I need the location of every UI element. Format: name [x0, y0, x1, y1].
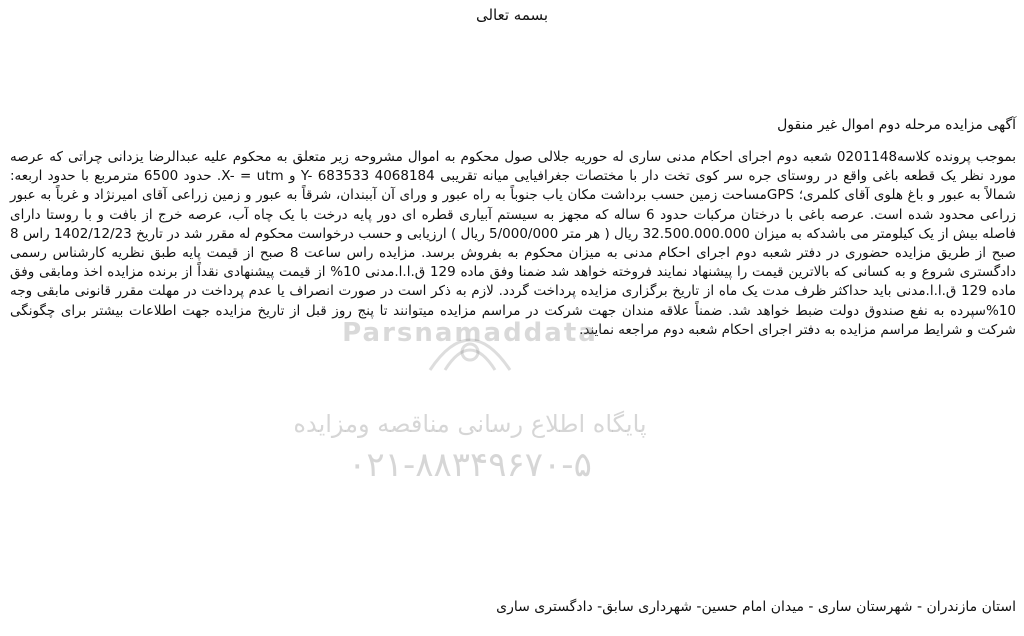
- notice-paragraph: بموجب پرونده کلاسه0201148 شعبه دوم اجرای احکام مدنی ساری له حوریه جلالی صول محکوم به اموال مشروحه زیر متعلق به محکوم علیه عبدالرضا یزدانی چراتی که عرصه مورد نظر یک قطعه باغی واقع در روستای جره سر کوی تخت دار با مختصات جغرافیایی میانه تقریبی 4068184 Y- 683533 و X- = utm. حدود 6500 مترمربع با حدود اربعه: شمالاً به عبور و باغ هلوی آقای کلمری؛ GPSمساحت زمین حسب برداشت مکان یاب جنوباً به راه عبور و ورای آن آببندان، شرقاً به عبور و زمین زراعی آقای امیرنژاد و غرباً به عبور زراعی محدود شده است. عرصه باغی با درختان مرکبات حدود 6 ساله که مجهز به سیستم آبیاری قطره ای دور پایه درخت با یک چاه آب، عرصه خرج از بافت و با روستا دارای فاصله بیش از یک کیلومتر می باشدکه به میزان 32.500.000.000 ریال ( هر متر 5/000/000 ریال ) ارزیابی و حسب درخواست محکوم له مقرر شد در تاریخ 1402/12/23 راس 8 صبح از طریق مزایده حضوری در دفتر شعبه دوم اجرای احکام مدنی به میزان محکوم به بفروش برسد. مزایده راس ساعت 8 صبح از قیمت پایه طبق نظریه کارشناس رسمی دادگستری شروع و به کسانی که بالاترین قیمت را پیشنهاد نمایند فروخته خواهد شد ضمنا وفق ماده 129 ق.ا.ا.مدنی 10% از قیمت پیشنهادی نقداً از برنده مزایده اخذ ومابقی وفق ماده 129 ق.ا.ا.مدنی باید حداکثر ظرف مدت یک ماه از تاریخ برگزاری مزایده پرداخت گردد. لازم به ذکر است در صورت انصراف یا عدم پرداخت در مهلت مقرر قانونی مابقی وجه 10%سپرده به نفع صندوق دولت ضبط خواهد شد. ضمناً علاقه مندان جهت شرکت در مراسم مزایده میتوانند تا پنج روز قبل از تاریخ مزایده جهت اطلاعات بیشتر برای چگونگی شرکت و شرایط مراسم مزایده به دفتر اجرای احکام شعبه دوم مراجعه نمایند.: [10, 149, 1017, 338]
- notice-title: آگهی مزایده مرحله دوم اموال غیر منقول: [777, 117, 1016, 133]
- watermark-phone: ۰۲۱-۸۸۳۴۹۶۷۰-۵: [348, 445, 592, 485]
- notice-body: [10, 148, 1016, 340]
- watermark-name: Parsnamaddata: [342, 318, 598, 348]
- footer-address: استان مازندران - شهرستان ساری - میدان امام حسین- شهرداری سابق- دادگستری ساری: [496, 599, 1016, 615]
- watermark-slogan: پایگاه اطلاع رسانی مناقصه ومزایده: [293, 410, 647, 438]
- invocation-heading: بسمه تعالی: [475, 6, 549, 24]
